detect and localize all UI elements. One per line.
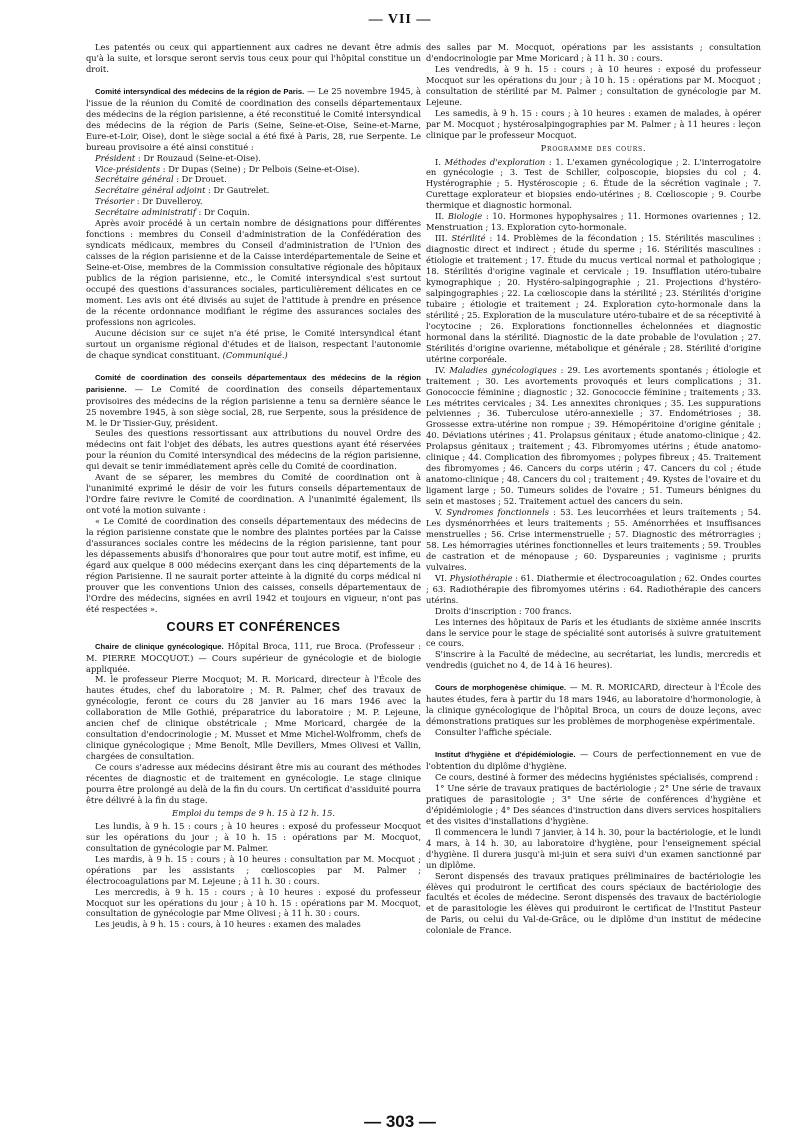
paragraph: Seules des questions ressortissant aux attributions du nouvel Ordre des médecins ont fait l'objet des débats, les autres questions ayant été réservées pour la réunion du Comité intersyndical des médecins de la région parisienne, qui devait se tenir immédiatement après celle du Comité de coordination.	[86, 428, 421, 472]
page-number: — 303 —	[364, 1112, 436, 1131]
article-intersyndical: Comité intersyndical des médecins de la région de Paris. — Le 25 novembre 1945, à l'issue de la réunion du Comité de coordination des conseils départementaux des médecins de la région parisienne, a été reconstitué le Comité intersyndical des médecins de la région de Paris (Seine, Seine-et-Oise, Seine-et-Marne, Eure-et-Loir, Oise), dont le siège social a été fixé à Paris, 28, rue Serpente. Le bureau provisoire a été ainsi constitué :	[86, 85, 422, 152]
paragraph: M. le professeur Pierre Mocquot; M. R. Moricard, directeur à l'École des hautes études, chef du laboratoire ; M. R. Palmer, chef des travaux de gynécologie, feront ce cours du 28 janvier au 16 mars 1946 avec la collaboration de Mlle Gothié, préparatrice du laboratoire ; M. P. Lejeune, ancien chef de clinique obstétricale ; Mme Moricard, chargée de la consultation d'endocrinologie ; M. Musset et Mme Michel-Wolfromm, chefs de clinique gynécologique ; Mme Benoît, Mlle Devillers, Mmes Olivesi et Vallin, chargées de consultation.	[86, 674, 421, 762]
programme-item: IV. Maladies gynécologiques : 29. Les avortements spontanés ; étiologie et traitement ; 30. Les avortements provoqués et leurs complications ; 31. Gonococcie féminine ; diagnostic ; 32. Gonococcie féminine ; traitements ; 33. Les métrites cervicales ; 34. Les annexites chroniques ; 35. Les suppurations pelviennes ; 36. Tuberculose utéro-annexielle ; 37. Endométrioses ; 38. Grossesse extra-utérine non rompue ; 39. Hémopéritoine d'origine génitale ; 40. Déviations utérines ; 41. Prolapsus génitaux ; étude anatomo-clinique ; 42. Prolapsus génitaux ; traitement ; 43. Fibromyomes utérins ; étude anatomo-clinique ; 44. Complication des fibromyomes ; polypes fibreux ; 45. Traitement des fibromyomes ; 46. Cancers du corps utérin ; 47. Cancers du col ; étude anatomo-clinique ; 48. Cancers du col ; traitement ; 49. Kystes de l'ovaire et du ligament large ; 50. Tumeurs solides de l'ovaire ; 51. Tumeurs bénignes du sein et mastoses ; 52. Traitement actuel des cancers du sein.	[426, 364, 761, 507]
article-morphogenese: Cours de morphogenèse chimique. — M. R. MORICARD, directeur à l'École des hautes études, fera à partir du 18 mars 1946, au laboratoire d'hormonologie, à la clinique gynécologique de l'hôpital Broca, un cours de douze leçons, avec démonstrations pratiques sur les problèmes de morphogenèse expérimentale.	[426, 682, 761, 727]
programme-heading: Programme des cours.	[540, 142, 647, 153]
article-title: Comité de coordination des conseils départementaux des médecins de la région parisienne.	[86, 372, 421, 394]
paragraph: Ce cours s'adresse aux médecins désirant être mis au courant des méthodes récentes de diagnostic et de traitement en gynécologie. Le stage clinique pourra être prolongé au delà de la fin du cours. Un certificat d'assiduité pourra être délivré à la fin du stage.	[86, 762, 421, 805]
schedule-item: Les samedis, à 9 h. 15 : cours ; à 10 heures : examen de malades, à opérer par M. Mocquot ; hystérosalpingographies par M. Palmer ; à 11 heures : leçon clinique par le professeur Mocquot.	[426, 107, 761, 140]
paragraph: Aucune décision sur ce sujet n'a été prise, le Comité intersyndical étant surtout un organisme régional d'études et de liaison, respectant l'autonomie de chaque syndicat constituant. (Communiqué.)	[86, 327, 421, 360]
article-coordination: Comité de coordination des conseils départementaux des médecins de la région parisienne. — Le Comité de coordination des conseils départementaux provisoires des médecins de la région parisienne a tenu sa dernière séance le 25 novembre 1945, à son siège social, 28, rue Serpente, sous la présidence de M. le Dr Tissier-Guy, président.	[86, 372, 421, 428]
programme-item: I. Méthodes d'exploration : 1. L'examen gynécologique ; 2. L'interrogatoire en gynécologie ; 3. Test de Schiller, colposcopie, biopsies du col ; 4. Hystérographie ; 5. Hystéroscopie ; 6. Étude de la sécrétion vaginale ; 7. Curettage explorateur et biopsies endo-utérines ; 8. Cœlioscopie ; 9. Courbe thermique et diagnostic hormonal.	[426, 156, 762, 211]
programme-item: V. Syndromes fonctionnels : 53. Les leucorrhées et leurs traitements ; 54. Les dysménorrhées et leurs traitements ; 55. Aménorrhées et insuffisances menstruelles ; 56. Crise intermenstruelle ; 57. Diagnostic des métrorragies ; 58. Les hémorragies utérines fonctionnelles et leurs traitements ; 59. Troubles de castration et de ménopause ; 60. Dyspareunies ; vaginisme ; prurits vulvaires.	[426, 507, 761, 572]
schedule-item: Les mardis, à 9 h. 15 : cours ; à 10 heures : consultation par M. Mocquot ; opérations par les assistants ; cœlioscopies par M. Palmer ; électrocoagulations par M. Lejeune ; à 11 h. 30 : cours.	[86, 853, 421, 886]
list-item: Secrétaire général adjoint : Dr Gautrelet.	[95, 185, 270, 196]
article-title: Comité intersyndical des médecins de la région de Paris.	[95, 86, 305, 96]
paragraph: Il commencera le lundi 7 janvier, à 14 h. 30, pour la bactériologie, et le lundi 4 mars, à 14 h. 30, au laboratoire d'hygiène, pour l'enseignement spécial d'hygiène. Il durera jusqu'à mi-juin et sera suivi d'un examen sanctionné par un diplôme.	[426, 826, 761, 870]
schedule-item: Les vendredis, à 9 h. 15 : cours ; à 10 heures : exposé du professeur Mocquot sur les opérations du jour ; à 10 h. 15 : opérations par M. Mocquot ; consultation de stérilité par M. Palmer ; consultation de gynécologie par M. Lejeune.	[426, 63, 761, 107]
left-column	[86, 42, 421, 930]
list-item: Trésorier : Dr Duvelleroy.	[95, 196, 203, 207]
paragraph: Droits d'inscription : 700 francs.	[435, 605, 572, 616]
motion-quote: « Le Comité de coordination des conseils départementaux des médecins de la région parisienne constate que le nombre des plaintes portées par la Caisse d'assurances sociales contre les médecins de la région parisienne, tant pour les dépassements abusifs d'honoraires que pour tout autre motif, est infime, eu égard aux quelque 8 000 médecins exerçant dans les cinq départements de la région Parisienne. Il ne saurait porter atteinte à la dignité du corps médical ni prouver que les conventions Union des caisses, conseils départementaux de l'Ordre des médecins, signées en avril 1942 et toujours en vigueur, n'ont pas été respectées ».	[86, 516, 421, 614]
programme-item: III. Stérilité : 14. Problèmes de la fécondation ; 15. Stérilités masculines : diagnostic direct et indirect ; étude du sperme ; 16. Stérilités masculines : étiologie et traitement ; 17. Étude du mucus vertical normal et pathologique ; 18. Stérilités d'origine vaginale et cervicale ; 19. Insufflation utéro-tubaire kymographique ; 20. Hystéro-salpingographie ; 21. Projections d'hystéro-salpingographies ; 22. La cœlioscopie dans la stérilité ; 23. Stérilités d'origine tubaire ; étiologie et traitement ; 24. Exploration cyto-hormonale dans la stérilité ; 25. Exploration de la musculature utéro-tubaire et de sa réceptivité à l'ocytocine ; 26. Explorations fonctionnelles échelonnées et diagnostic hormonal dans la stérilité. Diagnostic de la date probable de l'ovulation ; 27. Stérilités d'origine ovarienne, métabolique et générale ; 28. Stérilité d'origine utérine corporéale.	[426, 233, 761, 364]
schedule-item: Les lundis, à 9 h. 15 : cours ; à 10 heures : exposé du professeur Mocquot sur les opérations du jour ; à 10 h. 15 : opérations par M. Mocquot, consultation de gynécologie par M. Palmer.	[86, 820, 421, 853]
article-title: Cours de morphogenèse chimique.	[435, 683, 567, 693]
paragraph: Consulter l'affiche spéciale.	[435, 727, 552, 738]
article-title: Institut d'hygiène et d'épidémiologie.	[435, 750, 576, 760]
paragraph: Les internes des hôpitaux de Paris et les étudiants de sixième année inscrits dans le service pour le stage de spécialité sont autorisés à suivre gratuitement ce cours.	[426, 616, 761, 649]
list-item: Secrétaire général : Dr Drouet.	[95, 174, 227, 185]
bureau-list	[86, 153, 421, 219]
list-item: Secrétaire administratif : Dr Coquin.	[95, 207, 250, 218]
section-title: COURS ET CONFÉRENCES	[166, 619, 341, 634]
paragraph: Ce cours, destiné à former des médecins hygiénistes spécialisés, comprend :	[435, 772, 759, 782]
list-item: Vice-présidents : Dr Dupas (Seine) ; Dr Pelbois (Seine-et-Oise).	[95, 163, 360, 174]
paragraph: S'inscrire à la Faculté de médecine, au secrétariat, les lundis, mercredis et vendredis (guichet no 4, de 14 à 16 heures).	[426, 649, 761, 671]
paragraph: Seront dispensés des travaux pratiques préliminaires de bactériologie les élèves qui produiront le certificat des cours spéciaux de bactériologie des facultés et écoles de médecine. Seront dispensés des travaux de bactériologie et de parasitologie les élèves qui produiront le certificat de l'Institut Pasteur de Paris, ou celui du Val-de-Grâce, ou le diplôme d'un institut de médecine coloniale de France.	[426, 870, 761, 936]
schedule-item: Les mercredis, à 9 h. 15 : cours ; à 10 heures : exposé du professeur Mocquot sur les opérations du jour ; à 10 h. 15 : opérations par M. Mocquot, consultation de gynécologie par Mme Olivesi ; à 11 h. 30 : cours.	[86, 886, 421, 919]
paragraph: Les patentés ou ceux qui appartiennent aux cadres ne devant être admis qu'à la suite, et lorsque seront servis tous ceux pour qui l'hôpital constitue un droit.	[86, 42, 421, 74]
paragraph: 1° Une série de travaux pratiques de bactériologie ; 2° Une série de travaux pratiques de parasitologie ; 3° Une série de conférences d'hygiène et d'épidémiologie ; 4° Des séances d'instruction dans divers services hospitaliers et des visites d'installations d'hygiène.	[426, 782, 761, 826]
list-item: Président : Dr Rouzaud (Seine-et-Oise).	[95, 152, 261, 163]
paragraph: Après avoir procédé à un certain nombre de désignations pour différentes fonctions : membres du Conseil d'administration de la Confédération des syndicats médicaux, membres du Conseil d'administration de l'Union des caisses de la région parisienne et de la Caisse interdépartementale de Seine et Seine-et-Oise, membres de la Commission consultative régionale des hôpitaux publics de la région parisienne, etc., le Comité intersyndical s'est surtout occupé des questions d'assurances sociales, particulièrement délicates en ce moment. Les avis ont été divisés au sujet de l'attitude à prendre en présence de la récente ordonnance modifiant le régime des assurances sociales des professions non agricoles.	[86, 218, 421, 327]
article-hygiene: Institut d'hygiène et d'épidémiologie. — Cours de perfectionnement en vue de l'obtention du diplôme d'hygiène.	[426, 749, 761, 772]
page-header: — VII —	[368, 12, 432, 27]
paragraph: des salles par M. Mocquot, opérations par les assistants ; consultation d'endocrinologie par Mme Moricard ; à 11 h. 30 : cours.	[426, 42, 761, 63]
schedule-heading: Emploi du temps de 9 h. 15 à 12 h. 15.	[172, 807, 335, 818]
article-title: Chaire de clinique gynécologique.	[95, 641, 224, 651]
paragraph: Avant de se séparer, les membres du Comité de coordination ont à l'unanimité exprimé le désir de voir les futurs conseils départementaux de l'Ordre faire revivre le Comité de coordination. A l'unanimité également, ils ont voté la motion suivante :	[86, 472, 421, 516]
article-chaire: Chaire de clinique gynécologique. Hôpital Broca, 111, rue Broca. (Professeur : M. PIERRE MOCQUOT.) — Cours supérieur de gynécologie et de biologie appliquée.	[86, 640, 422, 674]
schedule-item: Les jeudis, à 9 h. 15 : cours, à 10 heures : examen des malades	[95, 919, 361, 930]
programme-item: VI. Physiothérapie : 61. Diathermie et électrocoagulation ; 62. Ondes courtes ; 63. Radiothérapie des fibromyomes utérins : 64. Radiothérapie des cancers utérins.	[426, 572, 761, 605]
right-column	[426, 42, 761, 936]
programme-item: II. Biologie : 10. Hormones hypophysaires ; 11. Hormones ovariennes ; 12. Menstruation ; 13. Exploration cyto-hormonale.	[426, 211, 761, 233]
